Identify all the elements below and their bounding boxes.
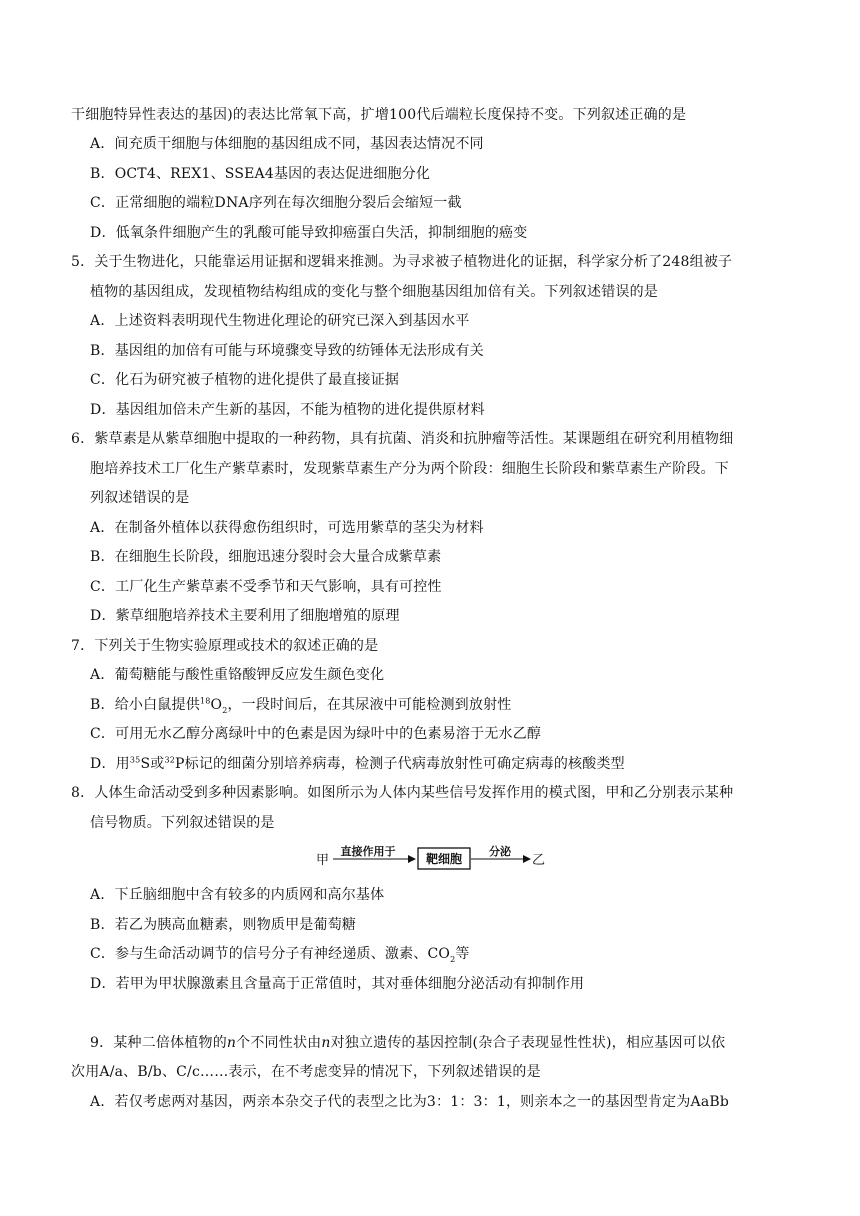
- q5-stem-line1: 5．关于生物进化，只能靠运用证据和逻辑来推测。为寻求被子植物进化的证据，科学家分析了248组被子: [71, 254, 733, 270]
- q8-option-d: D．若甲为甲状腺激素且含量高于正常值时，其对垂体细胞分泌活动有抑制作用: [90, 976, 585, 992]
- q5-option-c: C．化石为研究被子植物的进化提供了最直接证据: [90, 372, 400, 388]
- q5-stem-line2: 植物的基因组成，发现植物结构组成的变化与整个细胞基因组加倍有关。下列叙述错误的是: [90, 284, 658, 300]
- diagram-arrow1-label: 直接作用于: [340, 845, 396, 858]
- q6-option-c: C．工厂化生产紫草素不受季节和天气影响，具有可控性: [90, 579, 442, 595]
- q5-number: 5: [71, 254, 81, 270]
- q9-stem-line2: 次用A/a、B/b、C/c……表示，在不考虑变异的情况下，下列叙述错误的是: [71, 1064, 541, 1080]
- q6-stem-line1: 6．紫草素是从紫草细胞中提取的一种药物，具有抗菌、消炎和抗肿瘤等活性。某课题组在研究利用植物细: [71, 431, 734, 447]
- diagram-right-label: 乙: [532, 853, 546, 868]
- q4-stem-tail: 干细胞特异性表达的基因)的表达比常氧下高，扩增100代后端粒长度保持不变。下列叙述正确的是: [71, 107, 687, 123]
- q9-stem-line1: 9．某种二倍体植物的n个不同性状由n对独立遗传的基因控制(杂合子表现显性性状)，相应基因可以依: [90, 1035, 726, 1051]
- q4-option-b: B．OCT4、REX1、SSEA4基因的表达促进细胞分化: [90, 166, 431, 182]
- q5-option-d: D．基因组加倍未产生新的基因，不能为植物的进化提供原材料: [90, 402, 485, 418]
- q7-stem: 7．下列关于生物实验原理或技术的叙述正确的是: [71, 638, 379, 654]
- q8-number: 8: [71, 785, 81, 801]
- q4-option-a: A．间充质干细胞与体细胞的基因组成不同，基因表达情况不同: [90, 136, 484, 152]
- q8-option-c: C．参与生命活动调节的信号分子有神经递质、激素、$CO_2$等: [90, 946, 470, 964]
- q4-option-d: D．低氧条件细胞产生的乳酸可能导致抑癌蛋白失活，抑制细胞的癌变: [90, 225, 528, 241]
- q7-option-d: D．用$^{35}$S或$^{32}$P标记的细菌分别培养病毒，检测子代病毒放射性可确定病毒的核酸类型: [90, 755, 625, 772]
- q6-stem-line2: 胞培养技术工厂化生产紫草素时，发现紫草素生产分为两个阶段：细胞生长阶段和紫草素生产阶段。下: [90, 461, 729, 477]
- q7-option-b: B．给小白鼠提供$^{18}O_2$，一段时间后，在其尿液中可能检测到放射性: [90, 696, 512, 715]
- diagram-box-label: 靶细胞: [425, 852, 463, 866]
- q8-stem-line1: 8．人体生命活动受到多种因素影响。如图所示为人体内某些信号发挥作用的模式图，甲和乙分别表示某种: [71, 785, 734, 801]
- q8-option-a: A．下丘脑细胞中含有较多的内质网和高尔基体: [90, 887, 385, 903]
- signal-diagram: [316, 845, 546, 871]
- q7-option-a: A．葡萄糖能与酸性重铬酸钾反应发生颜色变化: [90, 667, 385, 683]
- q7-option-c: C．可用无水乙醇分离绿叶中的色素是因为绿叶中的色素易溶于无水乙醇: [90, 726, 542, 742]
- q9-option-a: A．若仅考虑两对基因，两亲本杂交子代的表型之比为3：1：3：1，则亲本之一的基因型肯定为AaBb: [90, 1094, 730, 1110]
- q5-option-a: A．上述资料表明现代生物进化理论的研究已深入到基因水平: [90, 313, 470, 329]
- q6-option-d: D．紫草细胞培养技术主要利用了细胞增殖的原理: [90, 608, 400, 624]
- q9-number: 9: [90, 1035, 100, 1051]
- q6-option-a: A．在制备外植体以获得愈伤组织时，可选用紫草的茎尖为材料: [90, 520, 484, 536]
- diagram-arrow2-label: 分泌: [489, 845, 511, 858]
- arrow-head-2: [523, 855, 531, 863]
- q5-option-b: B．基因组的加倍有可能与环境骤变导致的纺锤体无法形成有关: [90, 343, 484, 359]
- q8-option-b: B．若乙为胰高血糖素，则物质甲是葡萄糖: [90, 917, 357, 933]
- q4-option-c: C．正常细胞的端粒DNA序列在每次细胞分裂后会缩短一截: [90, 195, 462, 211]
- q6-number: 6: [71, 431, 81, 447]
- q7-number: 7: [71, 638, 81, 654]
- diagram-left-label: 甲: [316, 853, 330, 868]
- signal-diagram-svg: [316, 845, 546, 871]
- q8-stem-line2: 信号物质。下列叙述错误的是: [90, 815, 275, 831]
- q6-option-b: B．在细胞生长阶段，细胞迅速分裂时会大量合成紫草素: [90, 549, 442, 565]
- q6-stem-line3: 列叙述错误的是: [90, 490, 190, 506]
- arrow-head-1: [408, 855, 416, 863]
